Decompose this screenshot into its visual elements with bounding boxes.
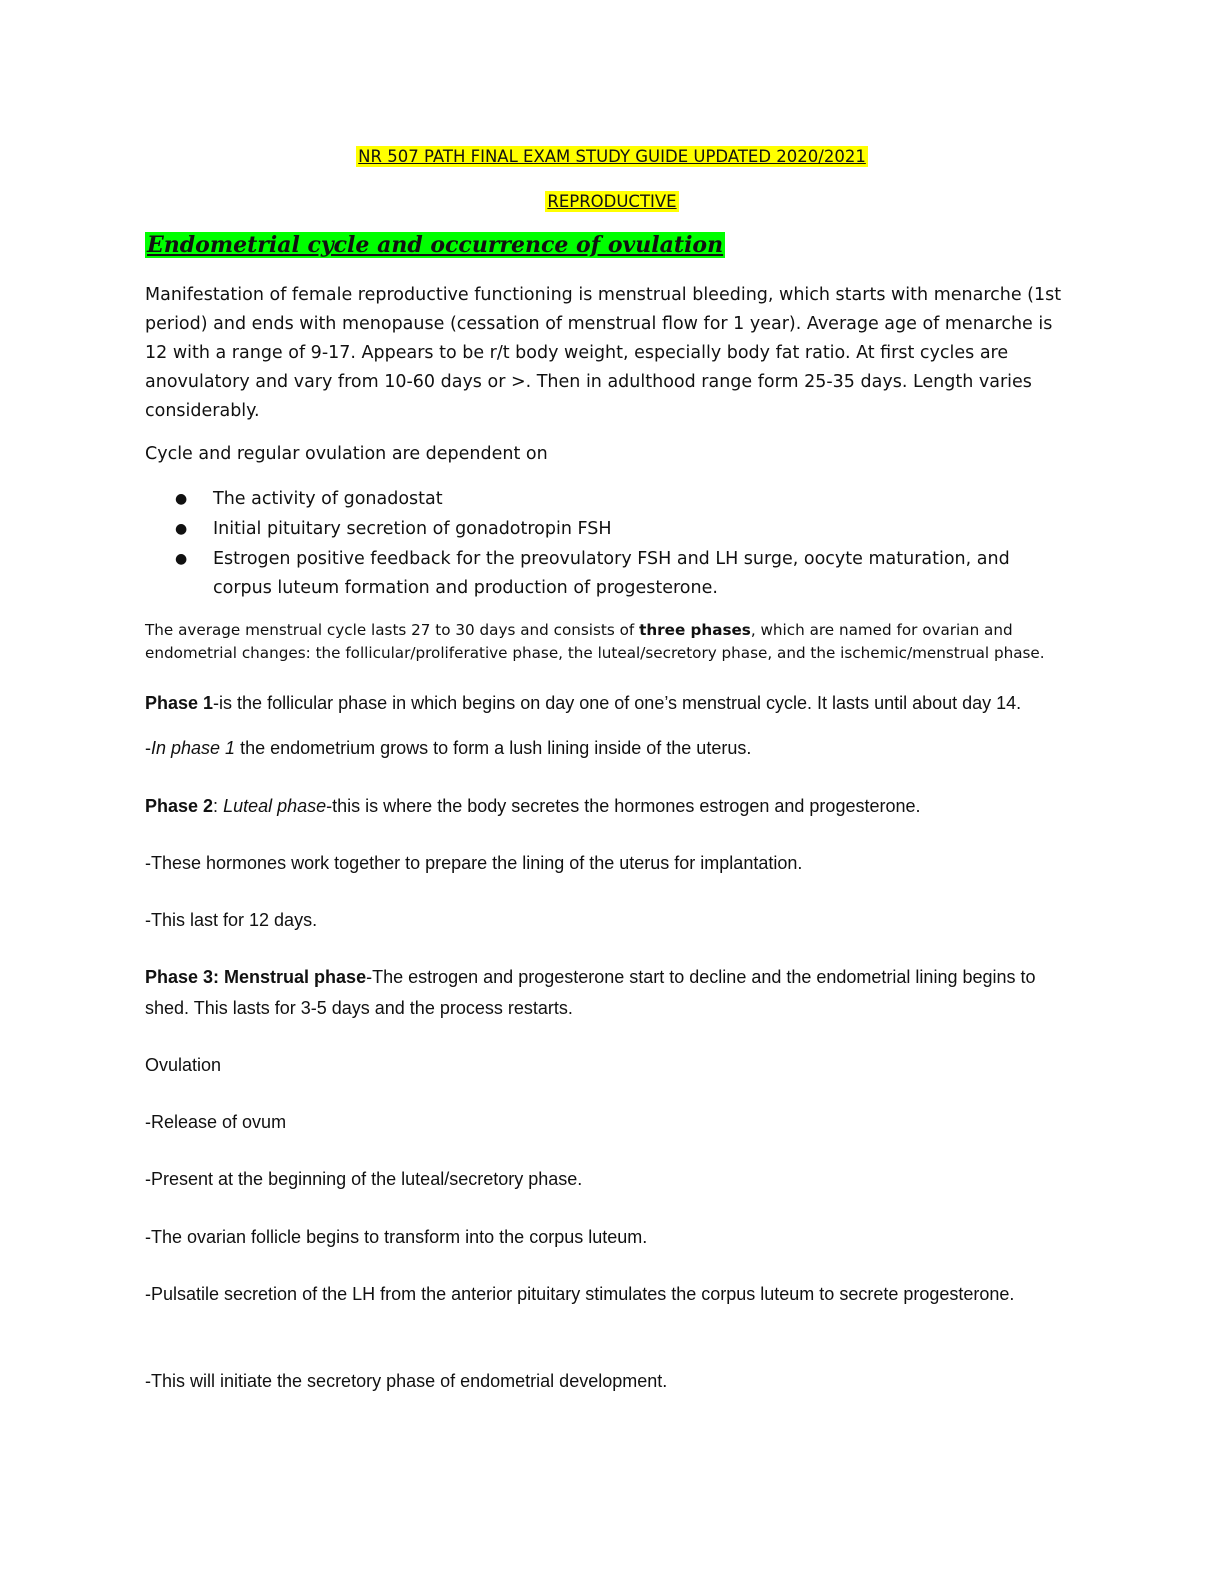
phase1-paragraph: [145, 692, 1075, 714]
phase2-italic: Luteal phase: [223, 796, 327, 816]
ovulation-item: -The ovarian follicle begins to transform into the corpus luteum.: [145, 1227, 648, 1247]
bullet-text: Estrogen positive feedback for the preovulatory FSH and LH surge, oocyte maturation, and corpus luteum formation and production of progesterone.: [213, 549, 1010, 598]
ovulation-item: -This will initiate the secretory phase of endometrial development.: [145, 1371, 668, 1391]
section-subtitle: REPRODUCTIVE: [547, 192, 677, 211]
ovulation-item: -Present at the beginning of the luteal/secretory phase.: [145, 1169, 583, 1189]
phase1-detail-prefix: -: [145, 738, 151, 758]
phases-summary-text: The average menstrual cycle lasts 27 to 30 days and consists of: [145, 621, 640, 639]
bullet-icon: ●: [175, 551, 188, 567]
list-item: [172, 515, 1052, 544]
phase1-detail-italic: In phase 1: [151, 738, 236, 758]
ovulation-item: -Pulsatile secretion of the LH from the anterior pituitary stimulates the corpus luteum to secrete progesterone.: [145, 1284, 1015, 1304]
phase2-paragraph: [145, 795, 1075, 817]
bullet-list: [172, 485, 1052, 604]
list-item: [172, 545, 1052, 603]
bullet-text: Initial pituitary secretion of gonadotropin FSH: [213, 519, 612, 539]
subtitle-line: [0, 192, 1224, 211]
bullet-icon: ●: [175, 521, 188, 537]
phases-summary-bold: three phases: [639, 621, 751, 639]
phases-summary-text-end: , which are named for ovarian and endometrial changes: the follicular/proliferative phase, the luteal/secretory phase, and the ischemic/menstrual phase.: [145, 621, 1045, 662]
phase1-label: Phase 1: [145, 693, 214, 713]
phase1-detail-text: the endometrium grows to form a lush lining inside of the uterus.: [235, 738, 752, 758]
list-item: [172, 485, 1052, 514]
phase2-label: Phase 2: [145, 796, 214, 816]
document-title: NR 507 PATH FINAL EXAM STUDY GUIDE UPDATED 2020/2021: [358, 147, 866, 166]
bullet-icon: ●: [175, 491, 188, 507]
phase3-paragraph: [145, 962, 1075, 1024]
dependent-intro: Cycle and regular ovulation are dependent on: [145, 444, 548, 464]
phases-summary: [145, 619, 1075, 665]
phase3-text: -The estrogen and progesterone start to decline and the endometrial lining begins to shed. This lasts for 3-5 days and the process restarts.: [145, 967, 1036, 1018]
bullet-text: The activity of gonadostat: [213, 489, 443, 509]
section-heading: Endometrial cycle and occurrence of ovulation: [147, 232, 724, 258]
ovulation-heading: Ovulation: [145, 1055, 222, 1075]
phase2-line3: -This last for 12 days.: [145, 910, 318, 930]
title-line: [0, 147, 1224, 166]
phase1-detail: [145, 737, 1075, 759]
phase3-label: Phase 3: Menstrual phase: [145, 967, 367, 987]
ovulation-item: -Release of ovum: [145, 1112, 287, 1132]
phase2-text: -this is where the body secretes the hormones estrogen and progesterone.: [326, 796, 921, 816]
phase1-text: -is the follicular phase in which begins on day one of one’s menstrual cycle. It lasts until about day 14.: [213, 693, 1022, 713]
phase2-colon: :: [213, 796, 224, 816]
phase2-line2: -These hormones work together to prepare the lining of the uterus for implantation.: [145, 853, 803, 873]
intro-paragraph: Manifestation of female reproductive functioning is menstrual bleeding, which starts with menarche (1st period) and ends with menopause (cessation of menstrual flow for 1 year). Average age of menarche is 12 with a range of 9-17. Appears to be r/t body weight, especially body fat ratio. At first cycles are anovulatory and vary from 10-60 days or >. Then in adulthood range form 25-35 days. Length varies considerably.: [145, 285, 1062, 421]
